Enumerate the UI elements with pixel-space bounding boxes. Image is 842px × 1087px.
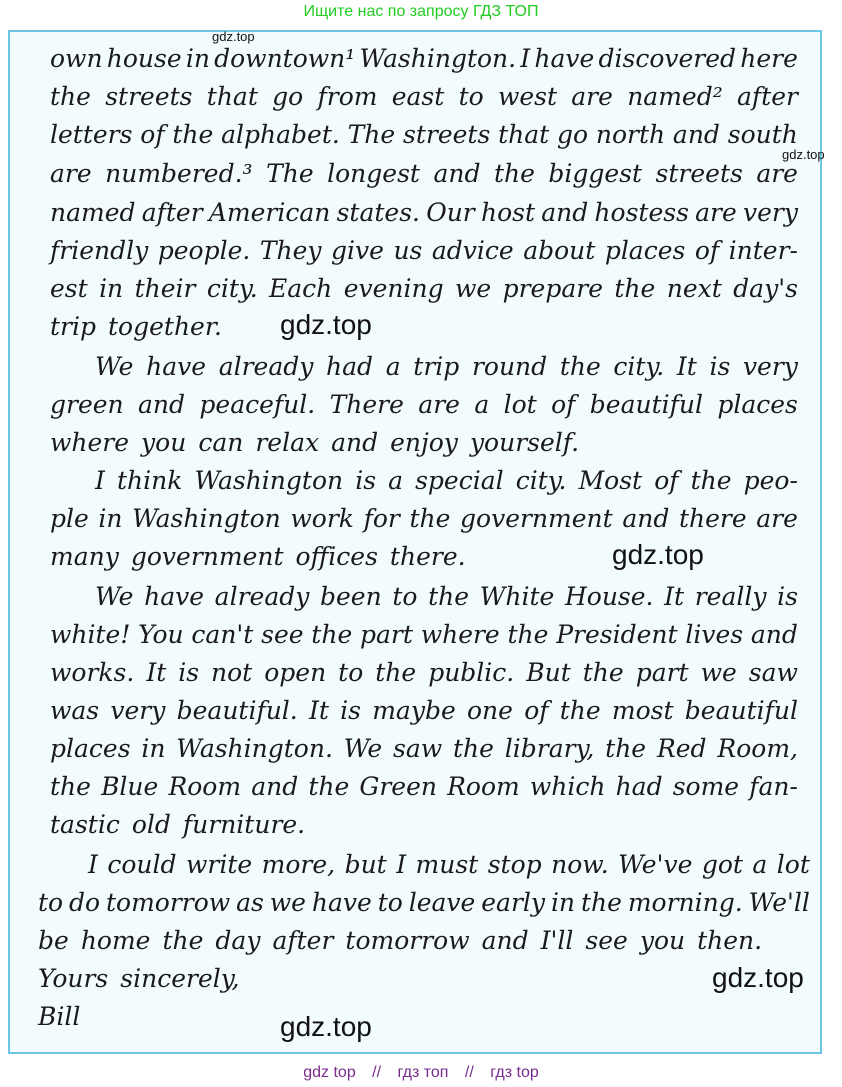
letter-word: are bbox=[50, 159, 92, 188]
letter-word: you bbox=[639, 926, 686, 955]
letter-word: the bbox=[507, 620, 549, 649]
letter-word: the bbox=[452, 734, 494, 763]
letter-word: I bbox=[396, 850, 407, 879]
letter-word: friendly bbox=[50, 236, 149, 265]
footer-separator: // bbox=[464, 1064, 474, 1081]
letter-word: I bbox=[88, 850, 98, 879]
letter-word: open bbox=[264, 658, 327, 687]
letter-word: We bbox=[95, 352, 134, 381]
letter-word: now. bbox=[551, 850, 609, 879]
letter-word: streets bbox=[655, 159, 743, 188]
letter-word: to bbox=[392, 582, 418, 611]
letter-word: for bbox=[363, 504, 400, 533]
letter-word: old bbox=[131, 810, 171, 839]
letter-word: and bbox=[622, 504, 670, 533]
letter-word: home bbox=[80, 926, 151, 955]
letter-word: works. bbox=[50, 658, 135, 687]
letter-word: write bbox=[185, 850, 253, 879]
letter-line bbox=[88, 846, 810, 884]
letter-word: in bbox=[550, 888, 576, 917]
letter-word: We've bbox=[618, 850, 693, 879]
letter-word: streets bbox=[403, 120, 491, 149]
letter-word: lot bbox=[776, 850, 810, 879]
letter-word: yourself. bbox=[469, 428, 580, 457]
letter-word: of bbox=[694, 236, 720, 265]
letter-word: the bbox=[162, 926, 204, 955]
watermark: gdz.top bbox=[712, 962, 804, 993]
letter-word: city. bbox=[515, 466, 567, 495]
letter-word: one bbox=[467, 696, 513, 725]
letter-word: of bbox=[654, 466, 679, 495]
letter-word: places bbox=[717, 390, 798, 419]
letter-word: President bbox=[556, 620, 678, 649]
letter-word: to bbox=[338, 658, 364, 687]
letter-word: numbered.³ bbox=[105, 159, 253, 188]
letter-word: furniture. bbox=[182, 810, 306, 839]
letter-word: are bbox=[571, 82, 613, 111]
letter-word: beautiful bbox=[684, 696, 798, 725]
letter-word: day's bbox=[733, 274, 798, 303]
letter-word: sincerely, bbox=[120, 964, 240, 993]
letter-word: to bbox=[38, 888, 64, 917]
letter-word: been bbox=[320, 582, 382, 611]
top-banner: Ищите нас по запросу ГДЗ ТОП bbox=[303, 3, 539, 20]
letter-word: a bbox=[752, 850, 768, 879]
letter-line bbox=[38, 922, 810, 960]
letter-word: enjoy bbox=[390, 428, 458, 457]
letter-word: have bbox=[144, 582, 205, 611]
letter-word: in bbox=[185, 44, 210, 73]
letter-word: peaceful. bbox=[199, 390, 316, 419]
letter-word: are bbox=[756, 159, 798, 188]
letter-word: that bbox=[498, 120, 550, 149]
letter-word: together. bbox=[108, 312, 222, 341]
letter-word: government bbox=[130, 542, 284, 571]
letter-word: the bbox=[308, 772, 350, 801]
letter-word: offices bbox=[295, 542, 378, 571]
letter-word: have bbox=[146, 352, 207, 381]
letter-line bbox=[50, 424, 798, 462]
letter-word: the bbox=[582, 658, 624, 687]
letter-line bbox=[50, 692, 798, 730]
letter-word: that bbox=[206, 82, 258, 111]
letter-word: there. bbox=[389, 542, 466, 571]
letter-word: see bbox=[585, 926, 628, 955]
letter-word: is bbox=[340, 696, 361, 725]
letter-line bbox=[50, 806, 798, 844]
letter-word: very bbox=[110, 696, 166, 725]
letter-word: many bbox=[50, 542, 119, 571]
letter-word: Room bbox=[447, 772, 520, 801]
letter-word: and bbox=[138, 390, 186, 419]
letter-word: and bbox=[481, 926, 529, 955]
letter-word: the bbox=[559, 352, 601, 381]
letter-word: really bbox=[694, 582, 767, 611]
letter-line bbox=[50, 155, 798, 193]
letter-word: saw bbox=[393, 734, 443, 763]
letter-word: most bbox=[611, 696, 674, 725]
letter-line bbox=[95, 348, 798, 386]
letter-word: is bbox=[178, 658, 200, 687]
letter-word: lives bbox=[685, 620, 744, 649]
letter-line bbox=[50, 654, 798, 692]
letter-word: I'll bbox=[540, 926, 574, 955]
letter-word: Green bbox=[359, 772, 437, 801]
letter-word: us bbox=[393, 236, 423, 265]
letter-word: downtown¹ bbox=[214, 44, 356, 73]
letter-word: city. bbox=[206, 274, 258, 303]
letter-word: House. bbox=[564, 582, 654, 611]
letter-word: It bbox=[664, 582, 685, 611]
letter-line bbox=[50, 730, 798, 768]
letter-word: host bbox=[480, 198, 535, 227]
letter-word: think bbox=[116, 466, 183, 495]
letter-word: inter- bbox=[728, 236, 798, 265]
letter-word: Blue bbox=[101, 772, 159, 801]
letter-word: there bbox=[678, 504, 747, 533]
letter-word: Washington bbox=[132, 504, 281, 533]
letter-word: then. bbox=[697, 926, 763, 955]
letter-word: the bbox=[493, 159, 535, 188]
letter-word: which bbox=[529, 772, 606, 801]
letter-word: as bbox=[236, 888, 264, 917]
letter-word: of bbox=[524, 696, 549, 725]
letter-word: after bbox=[141, 198, 203, 227]
letter-word: early bbox=[481, 888, 546, 917]
letter-word: morning. bbox=[627, 888, 743, 917]
letter-word: Washington bbox=[194, 466, 344, 495]
letter-word: a bbox=[474, 390, 490, 419]
letter-word: more, bbox=[261, 850, 336, 879]
letter-word: the bbox=[580, 888, 622, 917]
letter-word: from bbox=[317, 82, 378, 111]
letter-word: We bbox=[95, 582, 134, 611]
letter-word: had bbox=[615, 772, 663, 801]
letter-word: see bbox=[261, 620, 304, 649]
letter-word: house bbox=[106, 44, 182, 73]
letter-word: in bbox=[98, 504, 123, 533]
letter-line bbox=[50, 232, 798, 270]
letter-word: tomorrow bbox=[105, 888, 231, 917]
letter-word: are bbox=[695, 198, 737, 227]
letter-word: very bbox=[742, 352, 798, 381]
letter-word: named² bbox=[627, 82, 723, 111]
letter-word: and bbox=[433, 159, 481, 188]
letter-word: maybe bbox=[372, 696, 456, 725]
letter-word: I bbox=[95, 466, 105, 495]
letter-word: We'll bbox=[748, 888, 810, 917]
letter-word: already bbox=[218, 352, 314, 381]
letter-word: are bbox=[418, 390, 460, 419]
watermark: gdz.top bbox=[280, 309, 372, 340]
letter-word: tastic bbox=[50, 810, 120, 839]
letter-word: The bbox=[266, 159, 314, 188]
letter-word: south bbox=[727, 120, 798, 149]
letter-word: their bbox=[134, 274, 196, 303]
letter-word: part bbox=[360, 620, 413, 649]
letter-word: the bbox=[690, 466, 732, 495]
letter-line bbox=[50, 386, 798, 424]
letter-word: beautiful bbox=[589, 390, 703, 419]
footer-link[interactable]: gdz top bbox=[303, 1064, 356, 1081]
letter-word: saw bbox=[748, 658, 798, 687]
letter-word: Each bbox=[269, 274, 333, 303]
letter-word: here bbox=[740, 44, 798, 73]
letter-word: could bbox=[107, 850, 177, 879]
letter-word: Bill bbox=[38, 1002, 81, 1031]
letter-word: peo- bbox=[743, 466, 798, 495]
letter-word: American bbox=[208, 198, 331, 227]
letter-word: ple bbox=[50, 504, 89, 533]
letter-word: we bbox=[269, 888, 306, 917]
letter-word: and bbox=[331, 428, 379, 457]
letter-word: relax bbox=[255, 428, 320, 457]
letter-line bbox=[50, 40, 798, 78]
letter-word: The bbox=[347, 120, 396, 149]
letter-line bbox=[50, 194, 798, 232]
letter-word: is bbox=[777, 582, 798, 611]
letter-word: It bbox=[676, 352, 697, 381]
letter-word: are bbox=[756, 504, 798, 533]
footer-link[interactable]: гдз top bbox=[490, 1064, 539, 1081]
letter-word: It bbox=[309, 696, 329, 725]
letter-word: the bbox=[614, 274, 656, 303]
letter-word: after bbox=[272, 926, 334, 955]
letter-word: alphabet. bbox=[221, 120, 340, 149]
letter-word: very bbox=[742, 198, 798, 227]
footer-separator: // bbox=[372, 1064, 382, 1081]
letter-word: library, bbox=[504, 734, 595, 763]
letter-word: where bbox=[420, 620, 500, 649]
letter-word: north bbox=[595, 120, 666, 149]
letter-word: trip bbox=[50, 312, 96, 341]
letter-word: Washington. bbox=[359, 44, 517, 73]
letter-line bbox=[38, 884, 810, 922]
letter-word: east bbox=[391, 82, 445, 111]
letter-word: we bbox=[455, 274, 492, 303]
letter-word: city. bbox=[613, 352, 665, 381]
letter-word: not bbox=[211, 658, 253, 687]
letter-word: in bbox=[141, 734, 166, 763]
letter-word: give bbox=[331, 236, 384, 265]
letter-word: the bbox=[409, 504, 451, 533]
letter-line bbox=[38, 998, 810, 1036]
letter-word: where bbox=[50, 428, 130, 457]
letter-word: a bbox=[388, 466, 404, 495]
letter-word: part bbox=[635, 658, 689, 687]
letter-word: Room bbox=[168, 772, 242, 801]
letter-word: White bbox=[479, 582, 555, 611]
letter-word: places bbox=[50, 734, 131, 763]
letter-word: go bbox=[557, 120, 589, 149]
letter-word: Washington. bbox=[176, 734, 333, 763]
letter-word: the bbox=[172, 120, 214, 149]
letter-word: the bbox=[605, 734, 647, 763]
letter-word: But bbox=[526, 658, 571, 687]
letter-word: after bbox=[737, 82, 798, 111]
letter-word: longest bbox=[327, 159, 420, 188]
letter-word: est bbox=[50, 274, 88, 303]
letter-line bbox=[95, 462, 798, 500]
letter-word: round bbox=[471, 352, 548, 381]
letter-line bbox=[50, 616, 798, 654]
letter-word: is bbox=[355, 466, 377, 495]
letter-word: day bbox=[215, 926, 261, 955]
letter-word: of bbox=[140, 120, 165, 149]
letter-word: the bbox=[375, 658, 417, 687]
letter-word: Most bbox=[578, 466, 643, 495]
letter-word: west bbox=[497, 82, 558, 111]
letter-word: to bbox=[377, 888, 403, 917]
letter-word: Room, bbox=[717, 734, 798, 763]
footer-link[interactable]: гдз топ bbox=[397, 1064, 449, 1081]
letter-word: tomorrow bbox=[345, 926, 470, 955]
letter-word: They bbox=[259, 236, 322, 265]
letter-word: Yours bbox=[38, 964, 109, 993]
letter-word: to bbox=[458, 82, 484, 111]
letter-word: We bbox=[343, 734, 383, 763]
letter-word: the bbox=[311, 620, 353, 649]
letter-word: public. bbox=[428, 658, 515, 687]
letter-word: people. bbox=[157, 236, 251, 265]
letter-word: the bbox=[50, 82, 91, 111]
letter-word: hostess bbox=[594, 198, 689, 227]
letter-word: You bbox=[138, 620, 184, 649]
watermark: gdz.top bbox=[612, 539, 704, 570]
letter-word: have bbox=[311, 888, 372, 917]
letter-word: discovered bbox=[598, 44, 737, 73]
letter-word: can bbox=[198, 428, 244, 457]
letter-line bbox=[50, 308, 798, 346]
letter-word: but bbox=[344, 850, 387, 879]
watermark: gdz.top bbox=[280, 1011, 372, 1042]
letter-word: streets bbox=[105, 82, 193, 111]
letter-word: lot bbox=[503, 390, 537, 419]
letter-word: be bbox=[38, 926, 69, 955]
letter-word: own bbox=[50, 44, 103, 73]
letter-word: special bbox=[415, 466, 504, 495]
letter-word: named bbox=[50, 198, 136, 227]
letter-line bbox=[38, 960, 810, 998]
letter-word: the bbox=[50, 772, 91, 801]
letter-word: must bbox=[415, 850, 479, 879]
letter-word: got bbox=[701, 850, 743, 879]
letter-word: trip bbox=[413, 352, 460, 381]
letter-word: It bbox=[146, 658, 167, 687]
letter-word: had bbox=[326, 352, 374, 381]
letter-word: of bbox=[551, 390, 576, 419]
letter-word: states. bbox=[336, 198, 420, 227]
letter-word: white! bbox=[50, 620, 131, 649]
letter-word: have bbox=[534, 44, 595, 73]
letter-line bbox=[95, 578, 798, 616]
letter-word: advice bbox=[431, 236, 514, 265]
letter-word: already bbox=[214, 582, 310, 611]
letter-word: and bbox=[672, 120, 720, 149]
letter-word: is bbox=[709, 352, 731, 381]
letter-word: the bbox=[428, 582, 470, 611]
letter-word: government bbox=[460, 504, 613, 533]
letter-word: Our bbox=[426, 198, 475, 227]
letter-line bbox=[50, 500, 798, 538]
letter-word: do bbox=[69, 888, 101, 917]
letter-word: in bbox=[99, 274, 124, 303]
letter-word: some bbox=[672, 772, 740, 801]
watermark: gdz.top bbox=[212, 29, 255, 44]
letter-word: and bbox=[541, 198, 589, 227]
footer bbox=[0, 1060, 842, 1086]
letter-word: There bbox=[329, 390, 404, 419]
letter-word: stop bbox=[487, 850, 542, 879]
letter-word: biggest bbox=[548, 159, 643, 188]
letter-line bbox=[50, 270, 798, 308]
letter-line bbox=[50, 78, 798, 116]
letter-word: leave bbox=[408, 888, 476, 917]
letter-word: and bbox=[251, 772, 299, 801]
letter-word: fan- bbox=[749, 772, 798, 801]
letter-word: letters bbox=[50, 120, 133, 149]
letter-line bbox=[50, 116, 798, 154]
letter-word: the bbox=[559, 696, 601, 725]
letter-word: green bbox=[50, 390, 124, 419]
letter-word: places bbox=[604, 236, 686, 265]
letter-word: next bbox=[666, 274, 722, 303]
letter-word: work bbox=[290, 504, 354, 533]
letter-word: Red bbox=[656, 734, 707, 763]
letter-word: evening bbox=[343, 274, 444, 303]
letter-word: about bbox=[523, 236, 596, 265]
letter-word: can't bbox=[191, 620, 254, 649]
letter-word: go bbox=[272, 82, 304, 111]
letter-word: prepare bbox=[502, 274, 603, 303]
letter-word: we bbox=[700, 658, 737, 687]
letter-word: beautiful. bbox=[176, 696, 298, 725]
letter-line bbox=[50, 768, 798, 806]
letter-word: and bbox=[750, 620, 798, 649]
letter-word: I bbox=[520, 44, 531, 73]
letter-word: a bbox=[385, 352, 401, 381]
letter-word: was bbox=[50, 696, 100, 725]
watermark: gdz.top bbox=[782, 147, 825, 162]
letter-word: you bbox=[141, 428, 187, 457]
